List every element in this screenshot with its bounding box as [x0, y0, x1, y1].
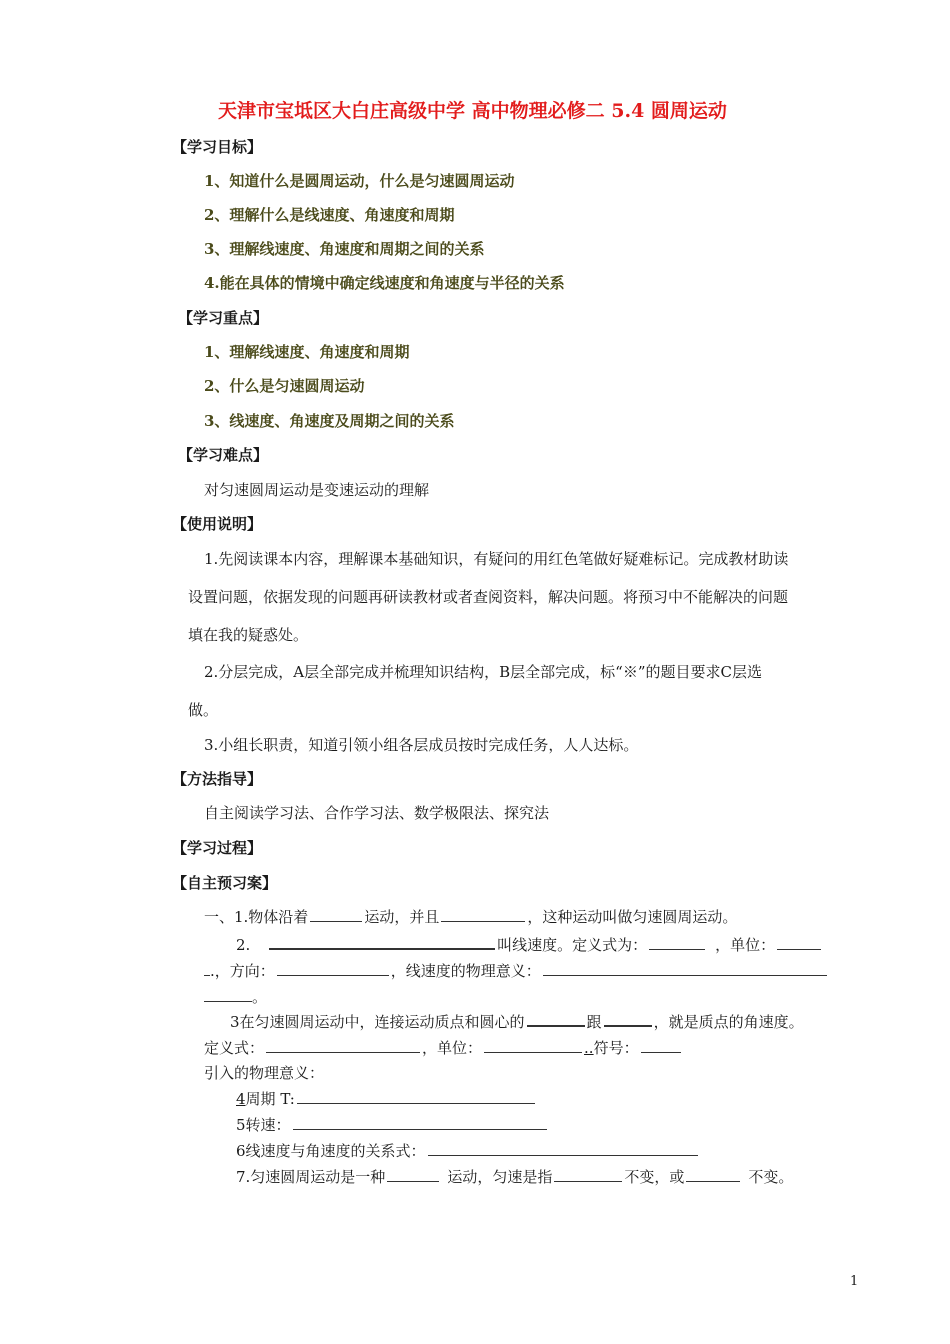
q3-blank-1[interactable]	[527, 1024, 585, 1027]
question-7	[236, 1166, 793, 1187]
q2-blank-direction[interactable]	[277, 974, 389, 976]
question-2-line3	[204, 986, 267, 1007]
q2-blank-definition[interactable]	[269, 947, 495, 950]
usage-p1-line3: 填在我的疑惑处。	[188, 626, 309, 644]
page-number: 1	[850, 1274, 859, 1289]
key-point-2: 2、什么是匀速圆周运动	[204, 377, 365, 395]
q2-blank-meaning[interactable]	[543, 974, 827, 976]
q3-symbol-label: 符号：	[593, 1039, 639, 1057]
q1-blank-2[interactable]	[441, 920, 525, 922]
q7-text-d: 不变。	[748, 1168, 794, 1186]
q7-text-a: 7.匀速圆周运动是一种	[236, 1168, 386, 1186]
q3-dots: ..	[584, 1039, 594, 1057]
key-points-heading: 【学习重点】	[178, 309, 269, 327]
q3-text-a: 3在匀速圆周运动中，连接运动质点和圆心的	[230, 1013, 525, 1031]
q6-label: 6线速度与角速度的关系式：	[236, 1142, 426, 1160]
question-3-line1	[230, 1011, 804, 1032]
method-heading: 【方法指导】	[172, 770, 263, 788]
q1-text-a: 一、1.物体沿着	[204, 908, 309, 926]
q3-unit-label: ，单位：	[422, 1039, 483, 1057]
usage-p1-line2: 设置问题，依据发现的问题再研读教材或者查阅资料，解决问题。将预习中不能解决的问题	[188, 588, 789, 606]
question-2-line1	[236, 934, 823, 955]
key-point-1: 1、理解线速度、角速度和周期	[204, 343, 410, 361]
usage-p3: 3.小组长职责，知道引领小组各层成员按时完成任务，人人达标。	[204, 736, 639, 754]
q3-text-b: ，就是质点的角速度。	[653, 1013, 804, 1031]
key-point-3: 3、线速度、角速度及周期之间的关系	[204, 412, 455, 430]
q7-text-b: 运动，匀速是指	[447, 1168, 553, 1186]
difficulty-heading: 【学习难点】	[178, 446, 269, 464]
q2-blank-formula[interactable]	[649, 948, 705, 950]
question-1	[204, 906, 737, 927]
usage-p1-line1: 1.先阅读课本内容，理解课本基础知识，有疑问的用红色笔做好疑难标记。完成教材助读	[204, 550, 789, 568]
q6-blank[interactable]	[428, 1154, 698, 1156]
q3-blank-2[interactable]	[604, 1024, 652, 1027]
question-6	[236, 1140, 700, 1161]
process-heading: 【学习过程】	[172, 839, 263, 857]
q3-blank-formula[interactable]	[266, 1051, 420, 1053]
goal-item-4: 4.能在具体的情境中确定线速度和角速度与半径的关系	[204, 274, 565, 292]
question-2-line2	[204, 960, 829, 981]
q1-text-b: 运动，并且	[364, 908, 440, 926]
preview-heading: 【自主预习案】	[172, 874, 278, 892]
q2-text-a: 叫线速度。定义式为：	[497, 936, 648, 954]
question-3-line3: 引入的物理意义：	[204, 1064, 325, 1082]
q7-text-c: 不变，或	[624, 1168, 685, 1186]
goal-item-2: 2、理解什么是线速度、角速度和周期	[204, 206, 455, 224]
question-3-line2	[204, 1037, 683, 1058]
q1-blank-1[interactable]	[310, 920, 362, 922]
goal-item-1: 1、知道什么是圆周运动，什么是匀速圆周运动	[204, 172, 515, 190]
q7-blank-1[interactable]	[387, 1180, 439, 1182]
q2-text-c: .，方向：	[210, 962, 275, 980]
q5-blank[interactable]	[293, 1128, 547, 1130]
q2-text-e: 。	[252, 988, 268, 1006]
document-title: 天津市宝坻区大白庄高级中学 高中物理必修二 5.4 圆周运动	[218, 100, 727, 122]
q3-def-label: 定义式：	[204, 1039, 265, 1057]
usage-p2-line1: 2.分层完成，A层全部完成并梳理知识结构，B层全部完成，标“※”的题目要求C层选	[204, 663, 762, 681]
usage-p2-line2: 做。	[188, 701, 219, 719]
q2-blank-meaning-tail[interactable]	[204, 1000, 252, 1002]
question-5	[236, 1114, 549, 1135]
goal-item-3: 3、理解线速度、角速度和周期之间的关系	[204, 240, 485, 258]
q4-number: 4	[236, 1090, 246, 1108]
q5-label: 5转速：	[236, 1116, 291, 1134]
q3-text-mid: 跟	[586, 1013, 602, 1031]
q3-blank-unit[interactable]	[484, 1051, 582, 1053]
q3-blank-symbol[interactable]	[641, 1051, 681, 1053]
q2-number: 2.	[236, 936, 251, 954]
usage-heading: 【使用说明】	[172, 515, 263, 533]
q2-blank-unit[interactable]	[777, 948, 821, 950]
q2-text-b: ，单位：	[715, 936, 776, 954]
q1-text-c: ，这种运动叫做匀速圆周运动。	[527, 908, 738, 926]
q4-blank[interactable]	[297, 1102, 535, 1104]
difficulty-text: 对匀速圆周运动是变速运动的理解	[204, 481, 430, 499]
q2-text-d: ，线速度的物理意义：	[390, 962, 541, 980]
method-text: 自主阅读学习法、合作学习法、数学极限法、探究法	[204, 804, 550, 822]
q4-label: 周期 T:	[245, 1090, 295, 1108]
goals-heading: 【学习目标】	[172, 138, 263, 156]
q7-blank-3[interactable]	[686, 1180, 740, 1182]
q7-blank-2[interactable]	[554, 1180, 622, 1182]
question-4	[236, 1088, 537, 1109]
